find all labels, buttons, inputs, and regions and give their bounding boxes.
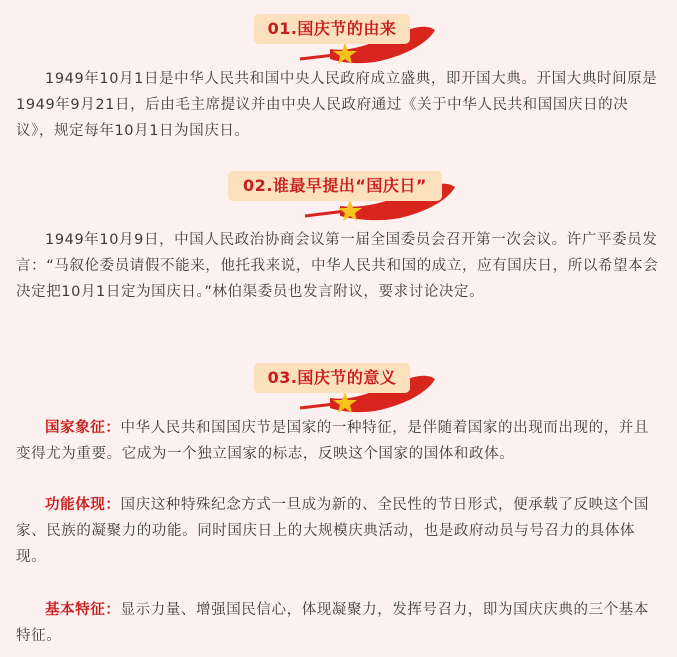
paragraph-text: 显示力量、增强国民信心，体现凝聚力，发挥号召力，即为国庆庆典的三个基本特征。	[16, 602, 649, 644]
section-heading-2	[0, 170, 677, 222]
section-heading-1	[0, 13, 677, 65]
section-heading-3	[0, 362, 677, 414]
paragraph-lead: 基本特征：	[45, 602, 121, 618]
paragraph-text: 1949年10月9日，中国人民政治协商会议第一届全国委员会召开第一次会议。许广平委员发言：“马叙伦委员请假不能来，他托我来说，中华人民共和国的成立，应有国庆日，所以希望本会决定把10月1日定为国庆日。”林伯渠委员也发言附议，要求讨论决定。	[16, 232, 659, 300]
paragraph-lead: 功能体现：	[45, 497, 121, 513]
section-title: 03.国庆节的意义	[254, 363, 410, 393]
paragraph-lead: 国家象征：	[45, 420, 121, 436]
meaning-paragraph-symbol	[16, 415, 662, 467]
paragraph-text: 中华人民共和国国庆节是国家的一种特征，是伴随着国家的出现而出现的，并且变得尤为重要。它成为一个独立国家的标志，反映这个国家的国体和政体。	[16, 420, 649, 462]
paragraph-text: 1949年10月1日是中华人民共和国中央人民政府成立盛典，即开国大典。开国大典时间原是1949年9月21日，后由毛主席提议并由中央人民政府通过《关于中华人民共和国国庆日的决议》，规定每年10月1日为国庆日。	[16, 71, 658, 139]
section-title: 02.谁最早提出“国庆日”	[228, 171, 442, 201]
section-1-paragraph	[16, 66, 662, 144]
paragraph-text: 国庆这种特殊纪念方式一旦成为新的、全民性的节日形式，便承载了反映这个国家、民族的凝聚力的功能。同时国庆日上的大规模庆典活动，也是政府动员与号召力的具体体现。	[16, 497, 649, 565]
section-title: 01.国庆节的由来	[254, 14, 410, 44]
meaning-paragraph-function	[16, 492, 662, 570]
section-2-paragraph	[16, 227, 662, 305]
meaning-paragraph-features	[16, 597, 662, 649]
